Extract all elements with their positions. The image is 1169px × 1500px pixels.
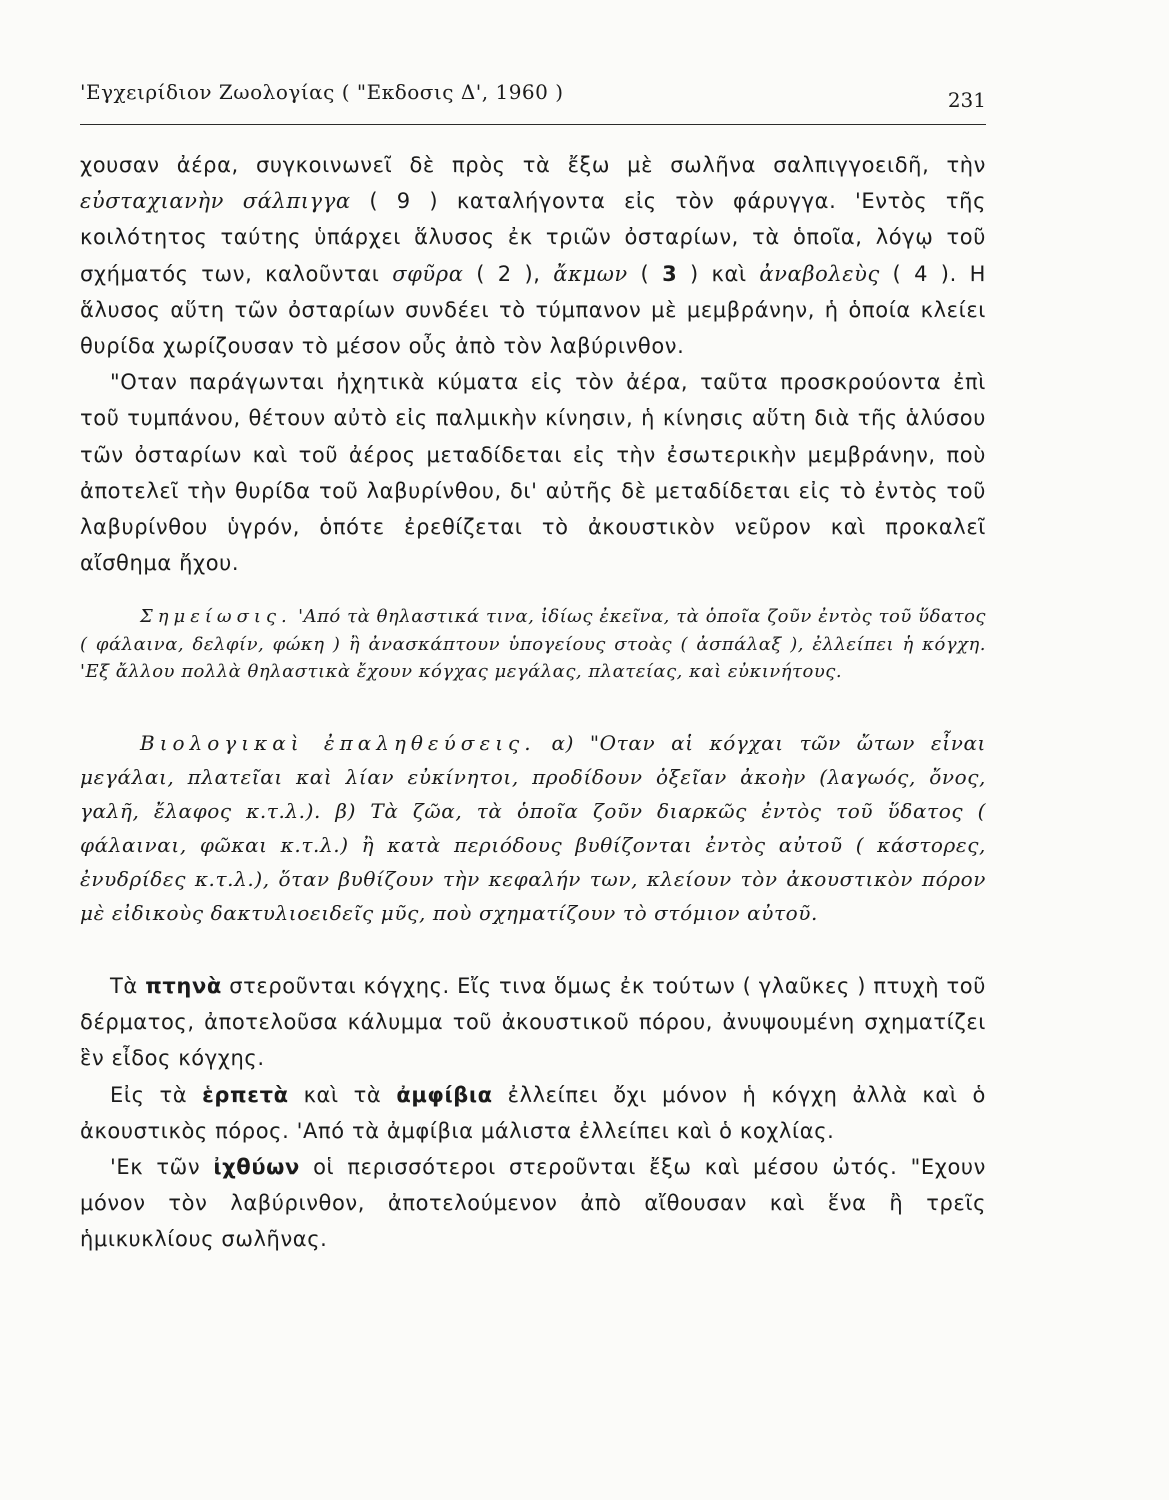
- biological-verifications: Βιολογικαὶ ἐπαληθεύσεις. α) "Οταν αἱ κόγχαι τῶν ὤτων εἶναι μεγάλαι, πλατεῖαι καὶ λίαν εὐκίνητοι, προδίδουν ὀξεῖαν ἀκοὴν (λαγωός, ὄνος, γαλῆ, ἔλαφος κ.τ.λ.). β) Τὰ ζῶα, τὰ ὁποῖα ζοῦν διαρκῶς ἐντὸς τοῦ ὕδατος ( φάλαιναι, φῶκαι κ.τ.λ.) ἢ κατὰ περιόδους βυθίζονται ἐντὸς αὐτοῦ ( κάστορες, ἐνυδρίδες κ.τ.λ.), ὅταν βυθίζουν τὴν κεφαλήν των, κλείουν τὸν ἀκουστικὸν πόρον μὲ εἰδικοὺς δακτυλιοειδεῖς μῦς, ποὺ σχηματίζουν τὸ στόμιον αὐτοῦ.: [80, 730, 986, 925]
- term-amphibians: ἀμφίβια: [396, 1082, 493, 1107]
- term-incus: ἄκμων: [553, 261, 628, 286]
- note-label: Σημείωσις.: [140, 606, 292, 628]
- paragraph-fish: 'Εκ τῶν ἰχθύων οἱ περισσότεροι στεροῦνται ἔξω καὶ μέσου ὠτός. "Εχουν μόνον τὸν λαβύρινθον, ἀποτελούμενον ἀπὸ αἴθουσαν καὶ ἕνα ἢ τρεῖς ἡμικυκλίους σωλῆνας.: [80, 1154, 986, 1252]
- paragraph-sound-waves: "Οταν παράγωνται ἠχητικὰ κύματα εἰς τὸν ἀέρα, ταῦτα προσκρούοντα ἐπὶ τοῦ τυμπάνου, θέτουν αὐτὸ εἰς παλμικὴν κίνησιν, ἡ κίνησις αὕτη διὰ τῆς ἁλύσου τῶν ὀσταρίων καὶ τοῦ ἀέρος μεταδίδεται εἰς τὴν ἐσωτερικὴν μεμβράνην, ποὺ ἀποτελεῖ τὴν θυρίδα τοῦ λαβυρίνθου, δι' αὐτῆς δὲ μεταδίδεται εἰς τὸ ἐντὸς τοῦ λαβυρίνθου ὑγρόν, ὁπότε ἐρεθίζεται τὸ ἀκουστικὸν νεῦρον καὶ προκαλεῖ αἴσθημα ἤχου.: [80, 370, 986, 576]
- paragraph-birds: Τὰ πτηνὰ στεροῦνται κόγχης. Εἴς τινα ὅμως ἐκ τούτων ( γλαῦκες ) πτυχὴ τοῦ δέρματος, ἀποτελοῦσα κάλυμμα τοῦ ἀκουστικοῦ πόρου, ἀνυψουμένη σχηματίζει ἓν εἶδος κόγχης.: [80, 973, 986, 1071]
- term-birds: πτηνὰ: [145, 973, 222, 998]
- paragraph-reptiles-amphibians: Εἰς τὰ ἑρπετὰ καὶ τὰ ἀμφίβια ἐλλείπει ὄχι μόνον ἡ κόγχη ἀλλὰ καὶ ὁ ἀκουστικὸς πόρος. 'Από τὰ ἀμφίβια μάλιστα ἐλλείπει καὶ ὁ κοχλίας.: [80, 1082, 986, 1143]
- note-paragraph: Σημείωσις. 'Από τὰ θηλαστικά τινα, ἰδίως ἐκεῖνα, τὰ ὁποῖα ζοῦν ἐντὸς τοῦ ὕδατος ( φάλαινα, δελφίν, φώκη ) ἢ ἀνασκάπτουν ὑπογείους στοὰς ( ἀσπάλαξ ), ἐλλείπει ἡ κόγχη. 'Εξ ἄλλου πολλὰ θηλαστικὰ ἔχουν κόγχας μεγάλας, πλατείας, καὶ εὐκινήτους.: [80, 606, 986, 683]
- term-stapes: ἀναβολεὺς: [759, 261, 880, 286]
- page-header: [80, 72, 986, 125]
- running-title: 'Εγχειρίδιον Ζωολογίας ( "Εκδοσις Δ', 1960 ): [80, 80, 564, 104]
- page-body: [80, 147, 986, 1258]
- term-eustachian-tube: εὐσταχιανὴν σάλπιγγα: [80, 189, 351, 214]
- term-reptiles: ἑρπετὰ: [202, 1082, 289, 1107]
- term-fish: ἰχθύων: [213, 1154, 300, 1179]
- term-malleus: σφῦρα: [392, 261, 464, 286]
- paragraph-ear-anatomy: χουσαν ἀέρα, συγκοινωνεῖ δὲ πρὸς τὰ ἔξω μὲ σωλῆνα σαλπιγγοειδῆ, τὴν εὐσταχιανὴν σάλπιγγα ( 9 ) καταλήγοντα εἰς τὸν φάρυγγα. 'Εντὸς τῆς κοιλότητος ταύτης ὑπάρχει ἅλυσος ἐκ τριῶν ὀσταρίων, τὰ ὁποῖα, λόγῳ τοῦ σχήματός των, καλοῦνται σφῦρα ( 2 ), ἄκμων ( 3 ) καὶ ἀναβολεὺς ( 4 ). Η ἅλυσος αὕτη τῶν ὀσταρίων συνδέει τὸ τύμπανον μὲ μεμβράνην, ἡ ὁποία κλείει θυρίδα χωρίζουσαν τὸ μέσον οὖς ἀπὸ τὸν λαβύρινθον.: [80, 153, 986, 359]
- page-number: 231: [947, 88, 986, 112]
- bio-label: Βιολογικαὶ ἐπαληθεύσεις.: [140, 730, 536, 755]
